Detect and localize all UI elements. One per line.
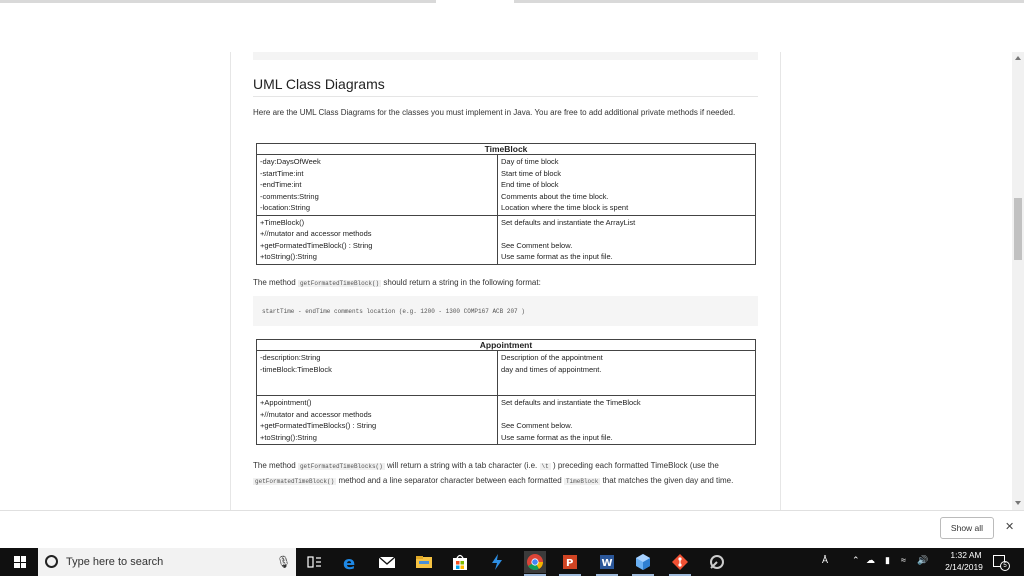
method-desc: Use same format as the input file. (501, 432, 613, 442)
field-desc: Description of the appointment (501, 353, 603, 362)
timeblock-methods (257, 215, 498, 264)
browser-top-area (0, 0, 1024, 52)
field-desc: Location where the time block is spent (501, 203, 629, 212)
microphone-icon[interactable]: 🎙 (276, 555, 292, 569)
method-desc (501, 409, 752, 421)
onedrive-cloud-icon[interactable]: ☁ (866, 555, 875, 565)
method-desc: See Comment below. (501, 240, 573, 250)
battery-icon[interactable]: ▮ (885, 555, 890, 565)
scroll-up-arrow-icon[interactable] (1015, 56, 1021, 60)
method-desc: Set defaults and instantiate the ArrayList (501, 217, 636, 227)
inline-code: getFormatedTimeBlocks() (299, 463, 383, 470)
search-placeholder: Type here to search (66, 556, 164, 568)
volume-icon[interactable]: 🔊 (917, 555, 929, 565)
store-icon[interactable] (451, 553, 469, 571)
appointment-method-descriptions (498, 396, 756, 445)
method: +getFormatedTimeBlock() : String (260, 240, 373, 250)
inline-code: getFormatedTimeBlock() (299, 280, 380, 287)
tools-icon[interactable] (708, 553, 726, 571)
field: -description:String (260, 353, 321, 362)
field: -timeBlock:TimeBlock (260, 364, 332, 374)
field-desc: End time of block (501, 180, 559, 189)
appointment-methods (257, 396, 498, 445)
inline-code: TimeBlock (565, 478, 599, 485)
field-desc: day and times of appointment. (501, 364, 602, 374)
appointment-field-descriptions (498, 351, 756, 396)
cortana-circle-icon (45, 555, 58, 568)
scroll-thumb[interactable] (1014, 198, 1022, 260)
method: +toString():String (260, 432, 317, 442)
field: -day:DaysOfWeek (260, 157, 321, 166)
timeblock-uml-table (256, 143, 756, 265)
method-note: The method getFormatedTimeBlock() should return a string in the following format: (253, 278, 541, 287)
wifi-icon[interactable]: ≈ (901, 555, 906, 565)
clock-date[interactable]: 2/14/2019 (945, 562, 983, 572)
method-desc (501, 228, 752, 240)
clock-time[interactable]: 1:32 AM (950, 550, 982, 560)
format-example-block (253, 296, 758, 326)
method: +//mutator and accessor methods (260, 229, 372, 238)
svg-text:P: P (566, 558, 574, 569)
3d-cube-app-icon[interactable] (634, 553, 652, 571)
timeblock-header: TimeBlock (257, 144, 756, 155)
method: +TimeBlock() (260, 217, 305, 227)
method: +//mutator and accessor methods (260, 409, 372, 419)
field: -location:String (260, 203, 311, 212)
method: +getFormatedTimeBlocks() : String (260, 421, 377, 430)
intro-paragraph: Here are the UML Class Diagrams for the classes you must implement in Java. You are free to add additional private methods if needed. (253, 108, 736, 117)
task-view-icon[interactable] (305, 553, 323, 571)
field: -comments:String (260, 191, 319, 201)
document-page (0, 52, 1012, 510)
windows-taskbar (0, 548, 1024, 576)
field-desc: Comments about the time block. (501, 191, 609, 201)
mail-icon[interactable] (378, 553, 396, 571)
section-title: UML Class Diagrams (253, 76, 385, 92)
scroll-down-arrow-icon[interactable] (1015, 501, 1021, 505)
field: -startTime:int (260, 168, 304, 178)
show-all-button[interactable]: Show all (940, 517, 994, 539)
previous-block-strip (253, 52, 758, 60)
windows-start-icon[interactable] (14, 556, 26, 568)
notification-count-badge: 5 (1000, 561, 1010, 571)
close-icon[interactable]: ✕ (1005, 521, 1015, 533)
svg-text:e: e (343, 553, 356, 571)
svg-text:W: W (601, 558, 613, 569)
show-hidden-icons-icon[interactable]: ⌃ (852, 555, 860, 565)
timeblock-fields (257, 155, 498, 216)
git-icon[interactable] (671, 553, 689, 571)
taskbar-search-box[interactable] (38, 548, 296, 576)
visual-studio-icon[interactable] (488, 553, 506, 571)
method-desc: Use same format as the input file. (501, 252, 613, 261)
tab-notch (436, 0, 514, 3)
method-desc: Set defaults and instantiate the TimeBlock (501, 398, 641, 407)
title-rule (253, 96, 758, 97)
field-desc: Start time of block (501, 168, 562, 178)
people-icon[interactable]: Å (822, 555, 829, 565)
field: -endTime:int (260, 180, 302, 189)
format-example-text: startTime - endTime comments location (e.g. 1200 - 1300 COMP167 ACB 207 ) (262, 308, 525, 315)
content-border-left (230, 52, 231, 510)
vertical-scrollbar[interactable] (1012, 52, 1024, 510)
timeblock-method-descriptions (498, 215, 756, 264)
content-border-right (780, 52, 781, 510)
appointment-uml-table (256, 339, 756, 445)
timeblock-field-descriptions (498, 155, 756, 216)
field-desc: Day of time block (501, 157, 559, 166)
appointment-header: Appointment (257, 340, 756, 351)
appointment-fields (257, 351, 498, 396)
method: +Appointment() (260, 398, 312, 407)
inline-code: getFormatedTimeBlock() (255, 478, 335, 485)
method: +toString():String (260, 252, 317, 261)
chrome-icon[interactable] (524, 551, 546, 573)
word-icon[interactable] (598, 553, 616, 571)
bottom-note: The method getFormatedTimeBlocks() will return a string with a tab character (i.e. \t ) preceding each formatted TimeBlock (use the getFormatedTimeBlock() method and a line separator character between each formatted TimeBlock that matches the given day and time. (253, 461, 734, 485)
download-bar (0, 510, 1024, 548)
file-explorer-icon[interactable] (415, 553, 433, 571)
inline-code: \t (541, 463, 549, 470)
powerpoint-icon[interactable] (561, 553, 579, 571)
edge-browser-icon[interactable] (341, 553, 359, 571)
method-desc: See Comment below. (501, 421, 573, 430)
